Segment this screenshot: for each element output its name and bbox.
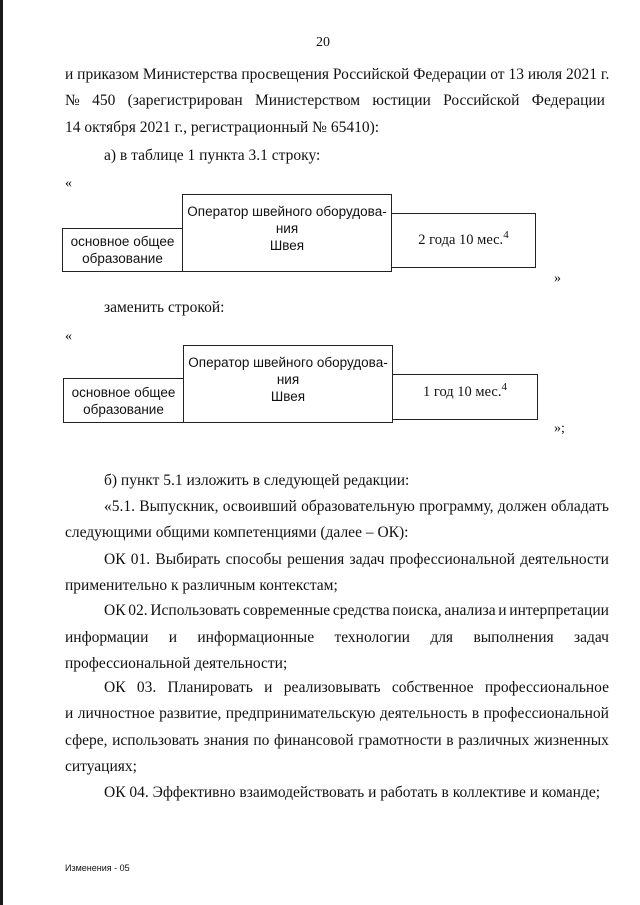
word: жизненных xyxy=(533,732,609,749)
old-profession-cell xyxy=(182,194,392,272)
new-education-cell xyxy=(63,378,184,423)
new-duration-value: 1 год 10 мес. xyxy=(423,383,502,400)
old-education-line-1: основное общее xyxy=(70,234,175,249)
word: использовать xyxy=(112,732,200,749)
old-profession-line-1: Оператор швейного оборудова- xyxy=(187,204,387,219)
word: для xyxy=(430,629,454,646)
p51-line-1 xyxy=(104,499,609,515)
word: различных xyxy=(458,732,530,749)
word: (зарегистрирован xyxy=(127,92,243,109)
word: и xyxy=(65,705,74,722)
new-profession-cell xyxy=(183,345,393,423)
open-quote-1: « xyxy=(65,176,72,191)
new-profession-line-3: Швея xyxy=(270,388,306,404)
ok03-line-3 xyxy=(65,733,609,749)
old-footnote-ref: 4 xyxy=(503,229,509,241)
close-quote-2: »; xyxy=(554,421,565,436)
word: программу, xyxy=(419,498,494,515)
word: анализа xyxy=(444,602,496,619)
word: технологии xyxy=(334,629,410,646)
word: развитие, xyxy=(159,705,222,722)
word: Использовать xyxy=(150,602,241,619)
word: юстиции xyxy=(372,92,431,109)
word: собственное xyxy=(391,679,474,696)
intro-line-2 xyxy=(65,93,605,109)
word: предпринимательскую xyxy=(225,705,376,722)
footer-revision: Изменения - 05 xyxy=(65,863,130,873)
word: способы xyxy=(225,551,282,568)
word: задач xyxy=(349,551,385,568)
new-footnote-ref: 4 xyxy=(501,381,507,393)
word: № xyxy=(65,92,80,109)
ok01-line-1 xyxy=(104,552,609,568)
ok02-line-1 xyxy=(104,603,609,619)
word: Планировать xyxy=(167,679,253,696)
item-b: б) пункт 5.1 изложить в следующей редакции: xyxy=(104,472,410,489)
close-quote-1: » xyxy=(554,271,561,286)
replace-text: заменить строкой: xyxy=(104,299,225,316)
intro-line-3: 14 октября 2021 г., регистрационный № 65410): xyxy=(65,119,380,136)
word: 450 xyxy=(92,92,116,109)
word: финансовой xyxy=(273,732,354,749)
intro-line-1: и приказом Министерства просвещения Российской Федерации от 13 июля 2021 г. xyxy=(65,66,610,83)
new-education-line-2: образование xyxy=(83,401,164,417)
word: в xyxy=(471,705,480,722)
word: Выпускник, xyxy=(139,498,219,515)
word: и xyxy=(264,679,273,696)
word: реализовывать xyxy=(283,679,381,696)
word: деятельность xyxy=(379,705,468,722)
word: ОК xyxy=(104,602,126,619)
open-quote-2: « xyxy=(65,329,72,344)
word: профессиональной xyxy=(389,551,515,568)
word: выполнения xyxy=(473,629,554,646)
ok01-line-2: применительно к различным контекстам; xyxy=(65,577,338,594)
word: профессиональной xyxy=(483,705,609,722)
word: 02. xyxy=(128,602,148,619)
word: информационные xyxy=(197,629,315,646)
ok02-line-2 xyxy=(65,630,609,646)
old-education-cell xyxy=(62,228,183,272)
ok03-line-4: ситуациях; xyxy=(65,758,137,775)
old-profession-line-3: Швея xyxy=(269,237,305,253)
page-number: 20 xyxy=(316,35,330,50)
word: средства xyxy=(332,602,390,619)
word: деятельности xyxy=(520,551,609,568)
word: 01. xyxy=(130,551,151,568)
word: профессиональное xyxy=(484,679,609,696)
word: личностное xyxy=(77,705,155,722)
word: и xyxy=(498,602,507,619)
old-education-line-2: образование xyxy=(82,250,163,266)
new-duration-cell xyxy=(392,374,538,420)
word: по xyxy=(253,732,270,749)
word: знания xyxy=(203,732,249,749)
ok03-line-2 xyxy=(65,706,609,722)
word: Федерации xyxy=(531,92,605,109)
word: ОК xyxy=(104,679,126,696)
word: задач xyxy=(574,629,609,646)
word: ОК xyxy=(104,551,126,568)
word: 03. xyxy=(136,679,157,696)
word: освоивший xyxy=(222,498,297,515)
word: и xyxy=(168,629,178,646)
word: образовательную xyxy=(301,498,415,515)
word: Выбирать xyxy=(155,551,221,568)
item-a: а) в таблице 1 пункта 3.1 строку: xyxy=(104,147,321,164)
word: «5.1. xyxy=(104,498,135,515)
word: решения xyxy=(287,551,345,568)
word: информации xyxy=(65,629,149,646)
new-education-line-1: основное общее xyxy=(71,385,176,400)
ok04: ОК 04. Эффективно взаимодействовать и работать в коллективе и команде; xyxy=(104,784,601,801)
word: Российской xyxy=(443,92,520,109)
word: поиска, xyxy=(392,602,442,619)
word: интерпретации xyxy=(509,602,609,619)
p51-line-2: следующими общими компетенциями (далее – ОК): xyxy=(65,524,409,541)
word: обладать xyxy=(550,498,609,515)
new-profession-line-2: ния xyxy=(276,371,300,387)
old-duration-value: 2 года 10 мес. xyxy=(418,231,504,248)
word: грамотности xyxy=(358,732,442,749)
old-duration-cell xyxy=(391,213,536,268)
ok02-line-3: профессиональной деятельности; xyxy=(65,655,288,672)
ok03-line-1 xyxy=(104,680,609,696)
word: Министерством xyxy=(255,92,361,109)
old-profession-line-2: ния xyxy=(275,220,299,236)
word: должен xyxy=(497,498,547,515)
word: сфере, xyxy=(65,732,108,749)
new-profession-line-1: Оператор швейного оборудова- xyxy=(188,355,388,370)
word: в xyxy=(446,732,454,749)
word: современные xyxy=(242,602,331,619)
